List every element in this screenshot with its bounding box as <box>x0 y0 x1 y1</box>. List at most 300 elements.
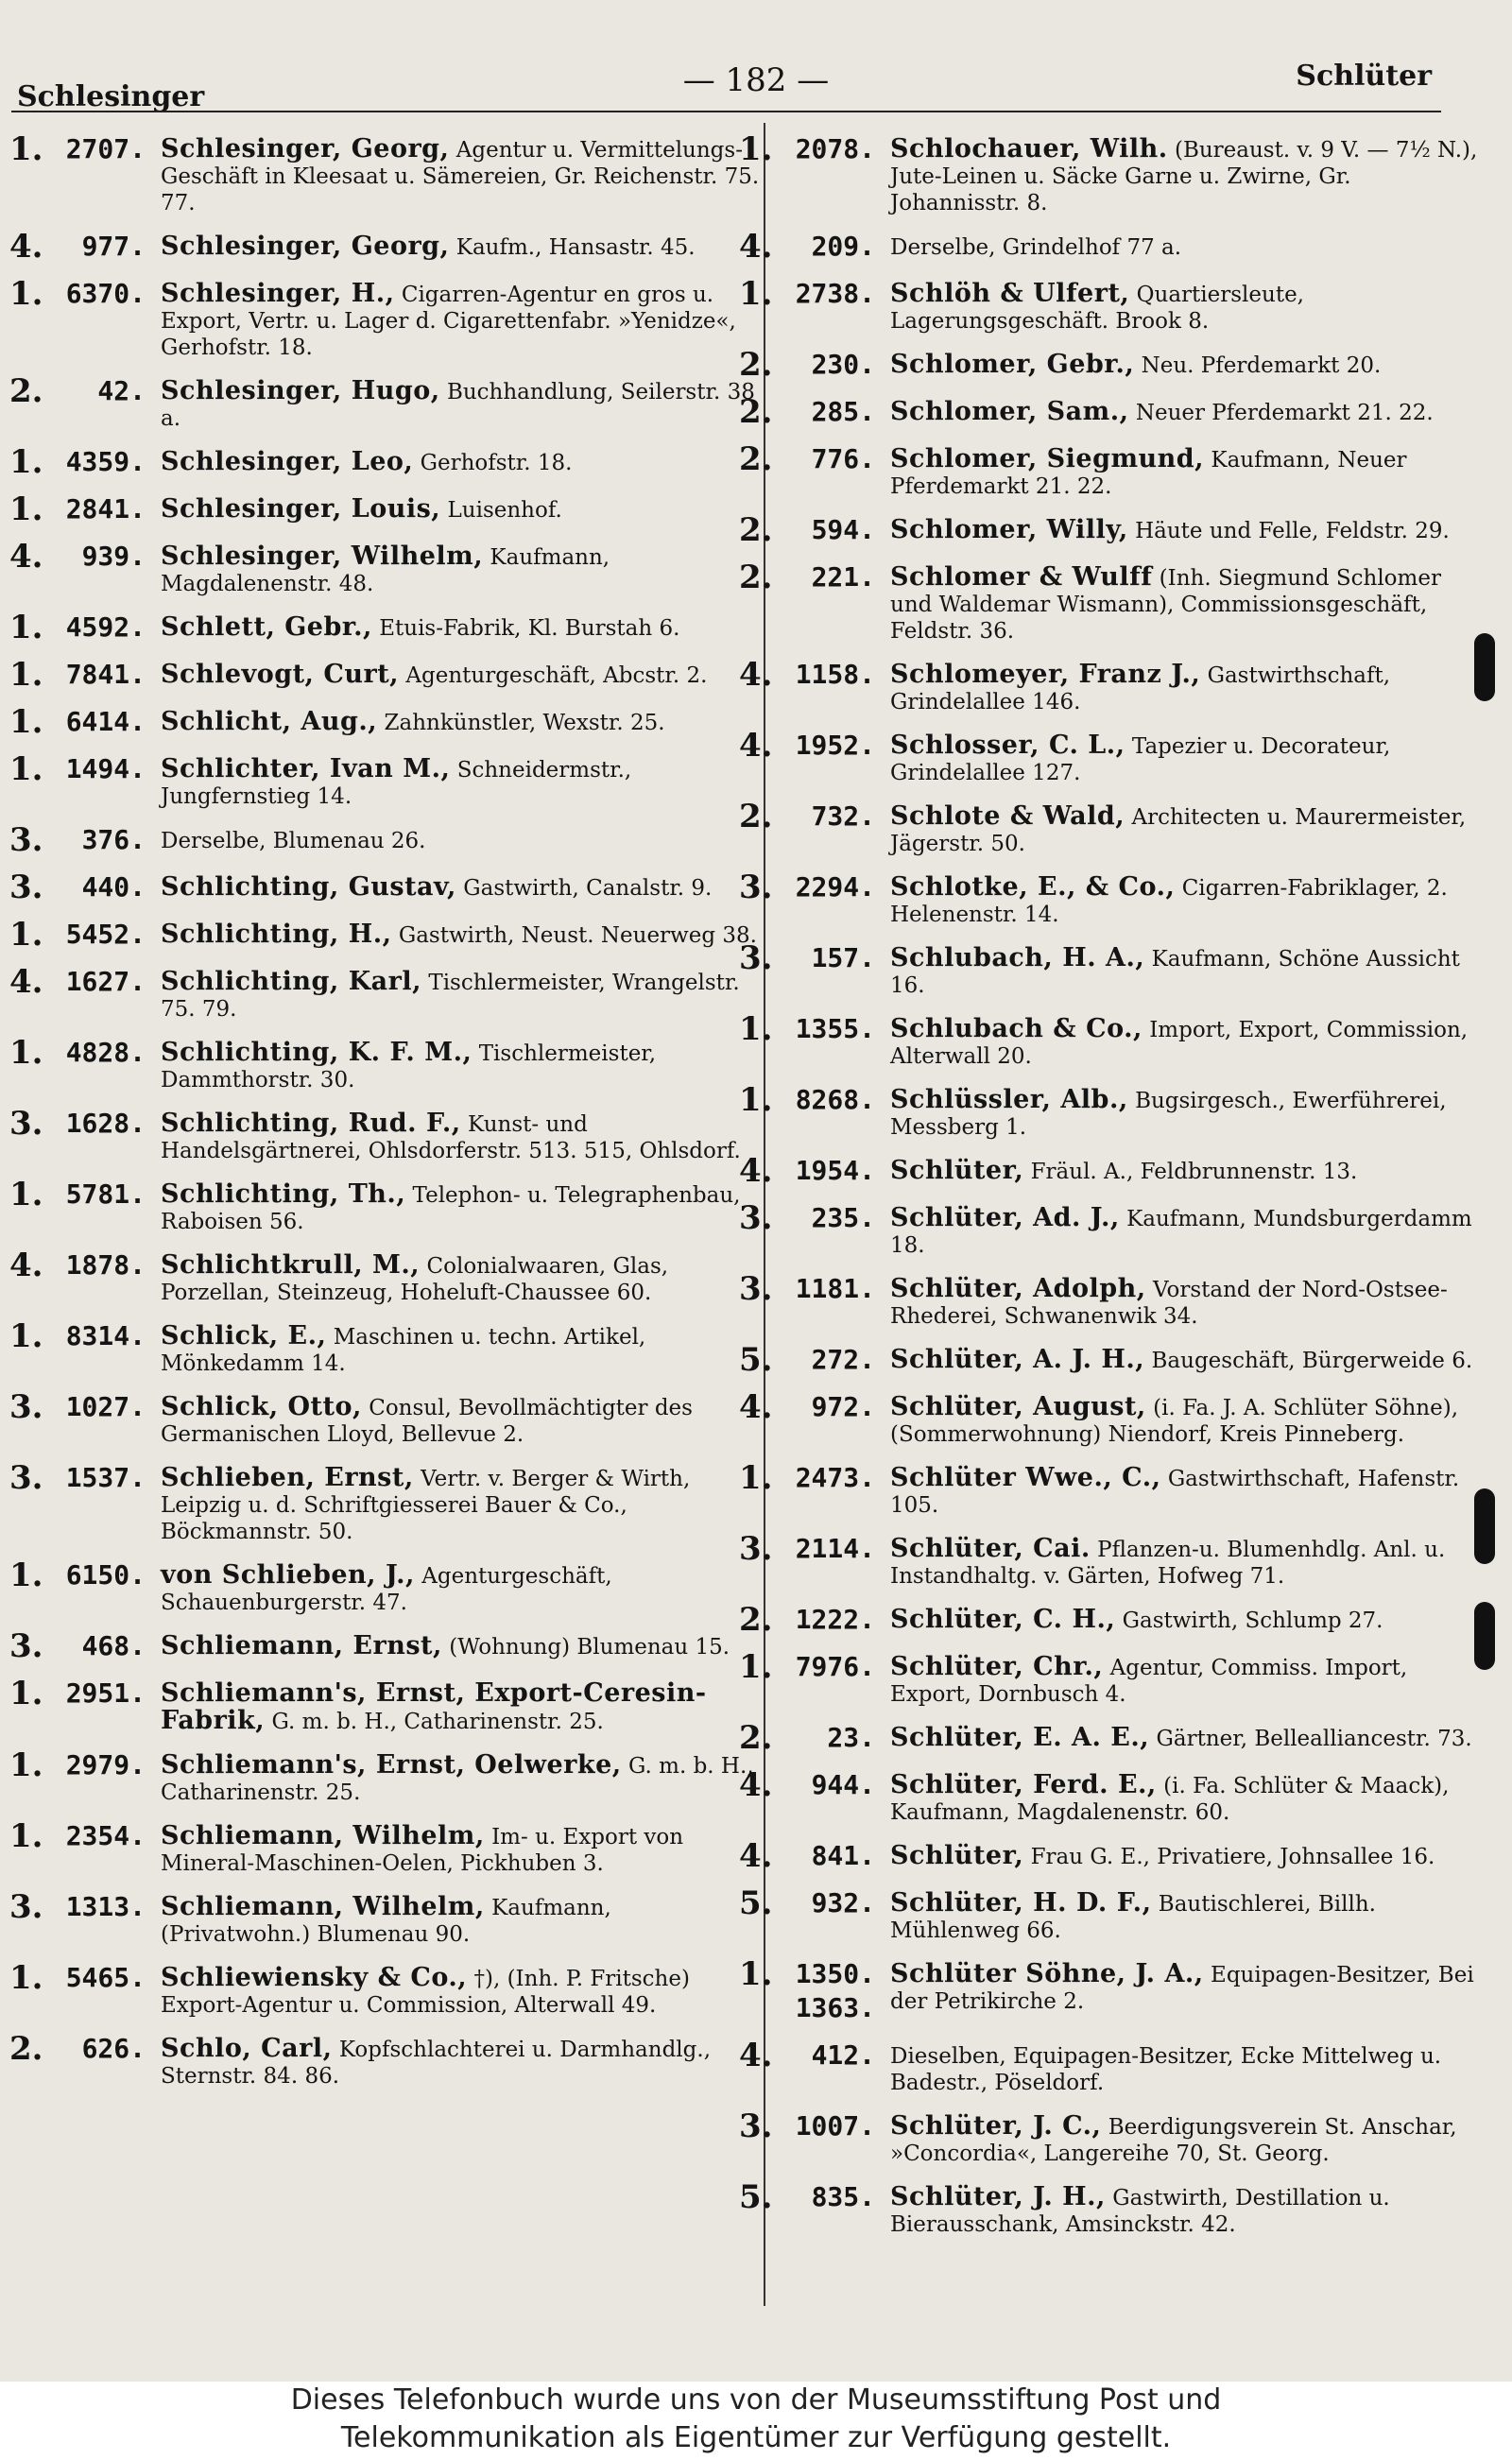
subscriber-name: Schlöh & Ulfert, <box>890 279 1130 308</box>
phone-number: 4359. <box>65 446 146 477</box>
subscriber-details: Derselbe, Blumenau 26. <box>161 829 426 853</box>
directory-entry <box>739 658 1486 715</box>
phone-number: 376. <box>81 824 146 855</box>
directory-entry <box>739 1201 1486 1259</box>
entry-text <box>890 1390 1486 1448</box>
subscriber-name: Schlieben, Ernst, <box>161 1463 414 1492</box>
entry-text <box>161 1890 765 1948</box>
directory-entry <box>9 1036 765 1093</box>
exchange-number: 1. <box>9 1746 43 1784</box>
subscriber-details: Baugeschäft, Bürgerweide 6. <box>1151 1349 1473 1373</box>
entry-text <box>161 705 765 736</box>
directory-entry <box>739 870 1486 928</box>
exchange-number: 3. <box>9 821 43 859</box>
exchange-number: 5. <box>739 2178 773 2216</box>
exchange-number: 1. <box>739 1010 773 1048</box>
subscriber-details: Colonialwaaren, Glas, Porzellan, Steinzeug, Hoheluft-Chaussee 60. <box>161 1254 669 1305</box>
subscriber-details: Beerdigungsverein St. Anschar, »Concordia«, Langereihe 70, St. Georg. <box>890 2115 1457 2166</box>
directory-entry <box>9 965 765 1023</box>
directory-entry <box>739 1012 1486 1070</box>
directory-entry <box>9 445 765 479</box>
entry-text <box>161 2032 765 2090</box>
header-left-keyword: Schlesinger <box>17 80 205 113</box>
phone-number: 1628. <box>65 1108 146 1139</box>
directory-entry <box>739 1650 1486 1708</box>
subscriber-name: Schlüter Söhne, J. A., <box>890 1959 1204 1988</box>
subscriber-details: Gastwirthschaft, Grindelallee 146. <box>890 663 1391 714</box>
phone-number: 2473. <box>795 1462 875 1493</box>
directory-entry <box>739 2109 1486 2167</box>
phone-number: 626. <box>81 2033 146 2064</box>
exchange-number: 1. <box>9 1675 43 1712</box>
subscriber-details: Tischlermeister, Dammthorstr. 30. <box>161 1041 657 1092</box>
subscriber-details: Maschinen u. techn. Artikel, Mönkedamm 14. <box>161 1325 646 1376</box>
page-header <box>0 52 1512 113</box>
subscriber-name: Schlüter, <box>890 1841 1024 1870</box>
entry-text <box>161 1036 765 1093</box>
exchange-number: 2. <box>739 440 773 478</box>
exchange-number: 3. <box>739 939 773 977</box>
phone-number: 272. <box>811 1344 875 1375</box>
exchange-number: 3. <box>9 1459 43 1497</box>
entry-text <box>161 1319 765 1377</box>
phone-number: 6414. <box>65 706 146 737</box>
entry-text <box>890 1154 1486 1185</box>
subscriber-details: Buchhandlung, Seilerstr. 38 a. <box>161 380 755 431</box>
subscriber-details: Häute und Felle, Feldstr. 29. <box>1135 519 1450 543</box>
exchange-number: 1. <box>739 1648 773 1686</box>
exchange-number: 3. <box>9 1388 43 1426</box>
subscriber-details: Vertr. v. Berger & Wirth, Leipzig u. d. Schriftgiesserei Bauer & Co., Böckmannstr. 50. <box>161 1467 691 1544</box>
phone-number: 1350. 1363. <box>795 1958 875 2023</box>
entry-text <box>161 1178 765 1235</box>
subscriber-details: Agentur u. Vermittelungs-Geschäft in Kleesaat u. Sämereien, Gr. Reichenstr. 75. 77. <box>161 138 760 215</box>
exchange-number: 1. <box>739 1955 773 1993</box>
subscriber-name: Schlesinger, Georg, <box>161 232 450 261</box>
subscriber-details: (Inh. Siegmund Schlomer und Waldemar Wismann), Commissionsgeschäft, Feldstr. 36. <box>890 566 1441 644</box>
entry-text <box>890 1768 1486 1826</box>
phone-number: 2294. <box>795 871 875 903</box>
directory-entry <box>9 870 765 904</box>
subscriber-details: Kaufmann, (Privatwohn.) Blumenau 90. <box>161 1896 611 1947</box>
subscriber-details: G. m. b. H., Catharinenstr. 25. <box>161 1754 754 1805</box>
entry-text <box>161 540 765 597</box>
exchange-number: 3. <box>9 1105 43 1143</box>
subscriber-details: Kaufmann, Magdalenenstr. 48. <box>161 545 610 596</box>
directory-entry <box>739 277 1486 335</box>
phone-number: 6370. <box>65 278 146 309</box>
entry-text <box>890 1083 1486 1141</box>
exchange-number: 4. <box>739 2037 773 2074</box>
subscriber-details: Vorstand der Nord-Ostsee-Rhederei, Schwanenwik 34. <box>890 1278 1448 1329</box>
header-rule <box>11 111 1441 112</box>
exchange-number: 1. <box>9 1959 43 1997</box>
exchange-number: 1. <box>9 443 43 481</box>
subscriber-name: Schlüter, J. C., <box>890 2111 1102 2141</box>
directory-entry <box>739 348 1486 382</box>
directory-entry <box>739 1886 1486 1944</box>
exchange-number: 3. <box>739 869 773 906</box>
subscriber-details: Architecten u. Maurermeister, Jägerstr. 50. <box>890 805 1467 856</box>
directory-entry <box>739 132 1486 216</box>
exchange-number: 4. <box>739 656 773 694</box>
binding-hole <box>1474 1488 1495 1564</box>
subscriber-details: Etuis-Fabrik, Kl. Burstah 6. <box>379 616 680 641</box>
entry-text <box>890 442 1486 500</box>
phone-number: 1494. <box>65 753 146 784</box>
directory-entry <box>739 1957 1486 2025</box>
directory-entry <box>9 1558 765 1616</box>
phone-number: 5781. <box>65 1178 146 1210</box>
phone-number: 440. <box>81 871 146 903</box>
subscriber-name: Schlesinger, Georg, <box>161 134 450 163</box>
entry-text <box>161 1819 765 1877</box>
exchange-number: 4. <box>739 1766 773 1804</box>
directory-entry <box>9 1319 765 1377</box>
directory-entry <box>739 1839 1486 1873</box>
phone-number: 2707. <box>65 133 146 164</box>
directory-entry <box>9 2032 765 2090</box>
header-right-keyword: Schlüter <box>1296 60 1432 93</box>
subscriber-name: Schlo, Carl, <box>161 2034 333 2063</box>
directory-entry <box>739 1083 1486 1141</box>
entry-text <box>890 1886 1486 1944</box>
exchange-number: 4. <box>9 963 43 1001</box>
entry-text <box>161 132 765 216</box>
directory-entry <box>9 1890 765 1948</box>
subscriber-name: Schlick, E., <box>161 1321 327 1350</box>
phone-number: 412. <box>811 2039 875 2071</box>
directory-entry <box>739 395 1486 429</box>
directory-entry <box>739 2180 1486 2238</box>
subscriber-name: Schlichting, H., <box>161 920 392 949</box>
subscriber-name: Schliemann, Wilhelm, <box>161 1892 485 1921</box>
directory-entry <box>9 611 765 645</box>
entry-text <box>890 1839 1486 1870</box>
subscriber-name: Schlicht, Aug., <box>161 707 378 736</box>
exchange-number: 3. <box>9 869 43 906</box>
subscriber-name: Schliemann, Ernst, <box>161 1631 442 1660</box>
subscriber-name: Schlichter, Ivan M., <box>161 754 451 783</box>
subscriber-details: Agenturgeschäft, Schauenburgerstr. 47. <box>161 1564 612 1615</box>
footer-notice <box>0 2382 1512 2460</box>
exchange-number: 2. <box>739 1601 773 1639</box>
directory-entry <box>9 1107 765 1164</box>
exchange-number: 2. <box>739 798 773 835</box>
entry-text <box>890 870 1486 928</box>
subscriber-details: Kaufmann, Neuer Pferdemarkt 21. 22. <box>890 448 1407 499</box>
subscriber-details: Cigarren-Fabriklager, 2. Helenenstr. 14. <box>890 876 1448 927</box>
phone-number: 5465. <box>65 1962 146 1993</box>
phone-number: 2354. <box>65 1820 146 1851</box>
left-column <box>9 132 765 2103</box>
exchange-number: 5. <box>739 1884 773 1922</box>
subscriber-name: Schliemann's, Ernst, Export-Ceresin-Fabrik, <box>161 1678 707 1735</box>
exchange-number: 1. <box>9 1317 43 1355</box>
directory-entry <box>9 492 765 526</box>
exchange-number: 2. <box>739 559 773 596</box>
phone-number: 2841. <box>65 493 146 525</box>
directory-entry <box>9 1677 765 1735</box>
subscriber-details: Schneidermstr., Jungfernstieg 14. <box>161 758 632 809</box>
exchange-number: 4. <box>9 1247 43 1284</box>
phone-number: 944. <box>811 1769 875 1800</box>
directory-entry <box>739 230 1486 264</box>
directory-entry <box>739 1154 1486 1188</box>
phone-number: 1027. <box>65 1391 146 1422</box>
directory-entry <box>9 374 765 432</box>
subscriber-name: Schlüter, E. A. E., <box>890 1723 1150 1752</box>
directory-entry <box>9 1178 765 1235</box>
directory-entry <box>9 277 765 361</box>
directory-entry <box>9 540 765 597</box>
subscriber-name: Schlüter Wwe., C., <box>890 1463 1161 1492</box>
subscriber-name: Schliemann's, Ernst, Oelwerke, <box>161 1750 622 1780</box>
subscriber-name: Schliemann, Wilhelm, <box>161 1821 485 1850</box>
entry-text <box>161 1107 765 1164</box>
phone-number: 1627. <box>65 966 146 997</box>
entry-text <box>890 230 1486 261</box>
exchange-number: 1. <box>9 703 43 741</box>
exchange-number: 1. <box>9 750 43 788</box>
entry-text <box>890 2180 1486 2238</box>
phone-number: 1355. <box>795 1013 875 1044</box>
phone-number: 2078. <box>795 133 875 164</box>
phone-number: 7976. <box>795 1651 875 1682</box>
phone-number: 8314. <box>65 1320 146 1351</box>
subscriber-details: Frau G. E., Privatiere, Johnsallee 16. <box>1030 1845 1435 1869</box>
directory-entry <box>9 918 765 952</box>
subscriber-details: Quartiersleute, Lagerungsgeschäft. Brook 8. <box>890 283 1304 334</box>
directory-entry <box>739 1532 1486 1590</box>
exchange-number: 1. <box>9 916 43 954</box>
phone-number: 972. <box>811 1391 875 1422</box>
entry-text <box>890 560 1486 645</box>
exchange-number: 4. <box>739 727 773 765</box>
subscriber-details: Gastwirth, Neust. Neuerweg 38. <box>398 923 757 948</box>
entry-text <box>161 1390 765 1448</box>
directory-entry <box>9 132 765 216</box>
subscriber-details: Consul, Bevollmächtigter des Germanischen Lloyd, Bellevue 2. <box>161 1396 693 1447</box>
phone-number: 285. <box>811 396 875 427</box>
exchange-number: 1. <box>9 490 43 528</box>
phone-number: 594. <box>811 514 875 545</box>
entry-text <box>890 2109 1486 2167</box>
subscriber-details: Import, Export, Commission, Alterwall 20. <box>890 1018 1469 1069</box>
subscriber-details: †), (Inh. P. Fritsche) Export-Agentur u. Commission, Alterwall 49. <box>161 1967 690 2018</box>
phone-number: 5452. <box>65 919 146 950</box>
directory-entry <box>739 442 1486 500</box>
entry-text <box>890 1343 1486 1374</box>
directory-entry <box>9 1819 765 1877</box>
phone-number: 6150. <box>65 1559 146 1591</box>
entry-text <box>161 492 765 524</box>
directory-entry <box>739 729 1486 786</box>
subscriber-name: Schliewiensky & Co., <box>161 1963 468 1992</box>
exchange-number: 2. <box>9 372 43 410</box>
entry-text <box>161 230 765 261</box>
subscriber-name: Schlesinger, Wilhelm, <box>161 542 484 571</box>
subscriber-details: Gärtner, Bellealliancestr. 73. <box>1156 1727 1472 1751</box>
subscriber-details: Kaufm., Hansastr. 45. <box>455 235 696 260</box>
directory-entry <box>739 1390 1486 1448</box>
exchange-number: 1. <box>9 1034 43 1072</box>
subscriber-details: Zahnkünstler, Wexstr. 25. <box>384 711 665 735</box>
phone-number: 2951. <box>65 1677 146 1709</box>
exchange-number: 5. <box>739 1341 773 1379</box>
exchange-number: 1. <box>9 1817 43 1855</box>
subscriber-name: Schlomer, Sam., <box>890 397 1129 426</box>
phone-number: 4828. <box>65 1037 146 1068</box>
entry-text <box>161 752 765 810</box>
entry-text <box>161 965 765 1023</box>
subscriber-name: Schlett, Gebr., <box>161 612 372 642</box>
exchange-number: 1. <box>9 130 43 168</box>
subscriber-details: Gerhofstr. 18. <box>420 451 573 475</box>
subscriber-details: Im- u. Export von Mineral-Maschinen-Oelen, Pickhuben 3. <box>161 1825 684 1876</box>
subscriber-name: Schlichting, K. F. M., <box>161 1038 472 1067</box>
phone-number: 2114. <box>795 1533 875 1564</box>
entry-text <box>161 1558 765 1616</box>
entry-text <box>890 1957 1486 2015</box>
exchange-number: 3. <box>739 1530 773 1568</box>
entry-text <box>161 658 765 689</box>
directory-entry <box>9 1961 765 2019</box>
phone-number: 1313. <box>65 1891 146 1922</box>
entry-text <box>890 1721 1486 1752</box>
subscriber-details: Tapezier u. Decorateur, Grindelallee 127. <box>890 734 1391 785</box>
entry-text <box>161 277 765 361</box>
exchange-number: 1. <box>9 1176 43 1213</box>
entry-text <box>161 1629 765 1660</box>
exchange-number: 2. <box>739 1719 773 1757</box>
subscriber-details: Telephon- u. Telegraphenbau, Raboisen 56. <box>161 1183 741 1234</box>
directory-entry <box>9 1248 765 1306</box>
phone-number: 8268. <box>795 1084 875 1115</box>
right-column <box>739 132 1486 2251</box>
entry-text <box>161 1248 765 1306</box>
entry-text <box>890 2039 1486 2096</box>
subscriber-name: Schlesinger, Leo, <box>161 447 414 476</box>
subscriber-details: Neuer Pferdemarkt 21. 22. <box>1135 401 1434 425</box>
phone-number: 732. <box>811 800 875 832</box>
subscriber-details: Kopfschlachterei u. Darmhandlg., Sternstr. 84. 86. <box>161 2038 712 2089</box>
subscriber-name: Schlichting, Karl, <box>161 967 422 996</box>
phone-number: 939. <box>81 541 146 572</box>
phone-number: 468. <box>81 1630 146 1661</box>
exchange-number: 4. <box>9 538 43 576</box>
phone-number: 230. <box>811 349 875 380</box>
phone-number: 1222. <box>795 1604 875 1635</box>
subscriber-name: Schlüter, Ad. J., <box>890 1203 1120 1232</box>
directory-entry <box>9 705 765 739</box>
phone-number: 1878. <box>65 1249 146 1281</box>
entry-text <box>890 277 1486 335</box>
entry-text <box>161 611 765 642</box>
exchange-number: 3. <box>739 2107 773 2145</box>
directory-entry <box>739 1721 1486 1755</box>
entry-text <box>890 513 1486 544</box>
subscriber-details: Fräul. A., Feldbrunnenstr. 13. <box>1030 1160 1358 1184</box>
subscriber-name: Schlüter, C. H., <box>890 1605 1116 1634</box>
subscriber-details: (Wohnung) Blumenau 15. <box>449 1635 730 1660</box>
directory-entry <box>9 658 765 692</box>
entry-text <box>890 658 1486 715</box>
phone-number: 841. <box>811 1840 875 1871</box>
exchange-number: 2. <box>9 2030 43 2068</box>
subscriber-name: Schlomer, Gebr., <box>890 350 1135 379</box>
subscriber-name: Schlesinger, H., <box>161 279 395 308</box>
exchange-number: 3. <box>739 1199 773 1237</box>
directory-entry <box>9 1748 765 1806</box>
entry-text <box>890 1201 1486 1259</box>
entry-text <box>890 729 1486 786</box>
directory-entry <box>739 1768 1486 1826</box>
exchange-number: 4. <box>9 228 43 266</box>
phone-number: 235. <box>811 1202 875 1233</box>
directory-entry <box>9 230 765 264</box>
subscriber-details: Pflanzen-u. Blumenhdlg. Anl. u. Instandhaltg. v. Gärten, Hofweg 71. <box>890 1538 1446 1589</box>
subscriber-details: Agentur, Commiss. Import, Export, Dornbusch 4. <box>890 1656 1408 1707</box>
phone-number: 2979. <box>65 1749 146 1780</box>
phone-number: 1007. <box>795 2110 875 2142</box>
subscriber-name: Schlüter, Cai. <box>890 1534 1091 1563</box>
phone-number: 7841. <box>65 659 146 690</box>
directory-entry <box>739 2039 1486 2096</box>
subscriber-name: Schlomer, Siegmund, <box>890 444 1205 473</box>
page-number: — 182 — <box>682 61 830 99</box>
entry-text <box>161 1677 765 1735</box>
phone-number: 1952. <box>795 730 875 761</box>
directory-entry <box>739 1603 1486 1637</box>
directory-entry <box>739 1272 1486 1330</box>
phone-number: 209. <box>811 231 875 262</box>
directory-entry <box>9 1629 765 1663</box>
entry-text <box>890 1532 1486 1590</box>
phone-number: 23. <box>827 1722 875 1753</box>
directory-entry <box>739 1461 1486 1519</box>
subscriber-name: Schlüter, Adolph, <box>890 1274 1146 1303</box>
subscriber-name: Schlotke, E., & Co., <box>890 872 1176 902</box>
phone-number: 4592. <box>65 611 146 643</box>
phone-number: 221. <box>811 561 875 593</box>
entry-text <box>161 445 765 476</box>
entry-text <box>161 1961 765 2019</box>
entry-text <box>161 870 765 902</box>
exchange-number: 1. <box>739 130 773 168</box>
phone-number: 932. <box>811 1887 875 1918</box>
exchange-number: 3. <box>9 1888 43 1926</box>
exchange-number: 2. <box>739 511 773 549</box>
footer-line-2: Telekommunikation als Eigentümer zur Verfügung gestellt. <box>340 2421 1172 2454</box>
subscriber-details: Luisenhof. <box>447 498 562 523</box>
subscriber-name: Schlevogt, Curt, <box>161 660 400 689</box>
subscriber-name: Schlichting, Th., <box>161 1179 406 1209</box>
directory-entry <box>9 1390 765 1448</box>
subscriber-name: Schlote & Wald, <box>890 801 1125 831</box>
subscriber-details: Equipagen-Besitzer, Bei der Petrikirche 2. <box>890 1963 1474 2014</box>
subscriber-details: (i. Fa. Schlüter & Maack), Kaufmann, Magdalenenstr. 60. <box>890 1774 1450 1825</box>
entry-text <box>890 1012 1486 1070</box>
phone-number: 835. <box>811 2181 875 2212</box>
subscriber-name: Schlüter, August, <box>890 1392 1146 1421</box>
exchange-number: 1. <box>9 275 43 313</box>
subscriber-name: Schlüssler, Alb., <box>890 1085 1128 1114</box>
subscriber-details: Kaufmann, Mundsburgerdamm 18. <box>890 1207 1472 1258</box>
subscriber-name: Schlüter, Ferd. E., <box>890 1770 1157 1799</box>
subscriber-name: Schlubach, H. A., <box>890 943 1145 972</box>
exchange-number: 1. <box>739 275 773 313</box>
